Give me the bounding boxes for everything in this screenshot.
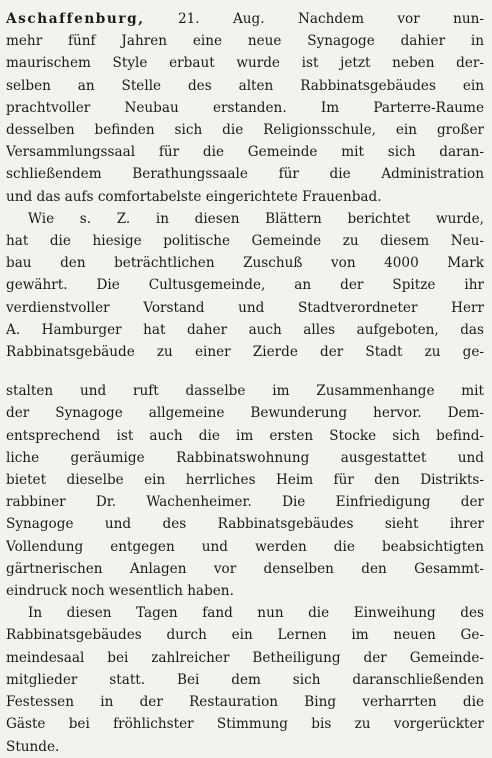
paragraph1-line-0: Nachdem vor nun-	[297, 11, 484, 27]
paragraph2-cont-line-6: Synagoge und des Rabbinatsgebäudes sieht ihrer	[6, 516, 484, 533]
paragraph1-line-8: und das aufs comfortabelste eingerichtete Frauenbad.	[6, 188, 382, 205]
paragraph1-line-6: Versammlungssaal für die Gemeinde mit sich daran-	[6, 144, 484, 161]
paragraph1-line-4: prachtvoller Neubau erstanden. Im Parterre-Raume	[6, 99, 484, 116]
paragraph2-line-5: A. Hamburger hat daher auch alles aufgeboten, das	[6, 321, 484, 338]
cut-off-bottom-text	[6, 742, 484, 751]
paragraph2-cont-line-5: rabbiner Dr. Wachenheimer. Die Einfriedigung der	[6, 494, 484, 511]
paragraph3-line-3: mitglieder statt. Bei dem sich daranschließenden	[6, 671, 484, 688]
column-break-gap	[6, 363, 484, 380]
paragraph1-line-2: maurischem Style erbaut wurde ist jetzt neben der-	[6, 55, 484, 72]
paragraph3-line-5: Gäste bei fröhlichster Stimmung bis zu vorgerückter	[6, 716, 484, 733]
paragraph2-cont-line-7: Vollendung entgegen und werden die beabsichtigten	[6, 538, 484, 555]
dateline-date: 21. Aug.	[177, 11, 265, 27]
paragraph2-cont-line-9: eindruck noch wesentlich haben.	[6, 583, 234, 600]
cut-off-top-text	[0, 0, 492, 7]
article-column	[6, 8, 484, 758]
paragraph3-line-2: meindesaal bei zahlreicher Betheiligung der Gemeinde-	[6, 649, 484, 666]
paragraph3-line-4: Festessen in der Restauration Bing verharrten die	[6, 694, 484, 711]
paragraph1-line-7: schließendem Berathungssaale für die Administration	[6, 166, 484, 183]
article-first-line	[6, 8, 484, 30]
paragraph2-line-4: verdienstvoller Vorstand und Stadtverordneter Herr	[6, 299, 484, 316]
paragraph1-line-5: desselben befinden sich die Religionsschule, ein großer	[6, 122, 484, 139]
paragraph2-cont-line-8: gärtnerischen Anlagen vor denselben den Gesammt-	[6, 560, 484, 577]
paragraph2-cont-line-2: entsprechend ist auch die im ersten Stocke sich befind-	[6, 427, 484, 444]
paragraph2-line-3: gewährt. Die Cultusgemeinde, an der Spitze ihr	[6, 277, 484, 294]
paragraph1-line-1: mehr fünf Jahren eine neue Synagoge dahier in	[6, 33, 484, 50]
paragraph3-line-6: Stunde.	[6, 738, 60, 755]
paragraph2-line-1: hat die hiesige politische Gemeinde zu diesem Neu-	[6, 233, 484, 250]
paragraph2-line-2: bau den beträchtlichen Zuschuß von 4000 Mark	[6, 255, 484, 272]
paragraph2-line-6: Rabbinatsgebäude zu einer Zierde der Stadt zu ge-	[6, 344, 484, 361]
paragraph2-line-0: Wie s. Z. in diesen Blättern berichtet wurde,	[28, 210, 484, 227]
paragraph3-line-1: Rabbinatsgebäudes durch ein Lernen im neuen Ge-	[6, 627, 484, 644]
paragraph2-cont-line-3: liche geräumige Rabbinatswohnung ausgestattet und	[6, 449, 484, 466]
paragraph3-line-0: In diesen Tagen fand nun die Einweihung des	[28, 605, 484, 622]
paragraph2-cont-line-0: stalten und ruft dasselbe im Zusammenhange mit	[6, 383, 484, 400]
paragraph1-line-3: selben an Stelle des alten Rabbinatsgebäudes ein	[6, 77, 484, 94]
paragraph2-cont-line-4: bietet dieselbe ein herrliches Heim für den Distrikts-	[6, 472, 484, 489]
dateline-place: Aschaffenburg,	[6, 11, 145, 27]
paragraph2-cont-line-1: der Synagoge allgemeine Bewunderung hervor. Dem-	[6, 405, 484, 422]
